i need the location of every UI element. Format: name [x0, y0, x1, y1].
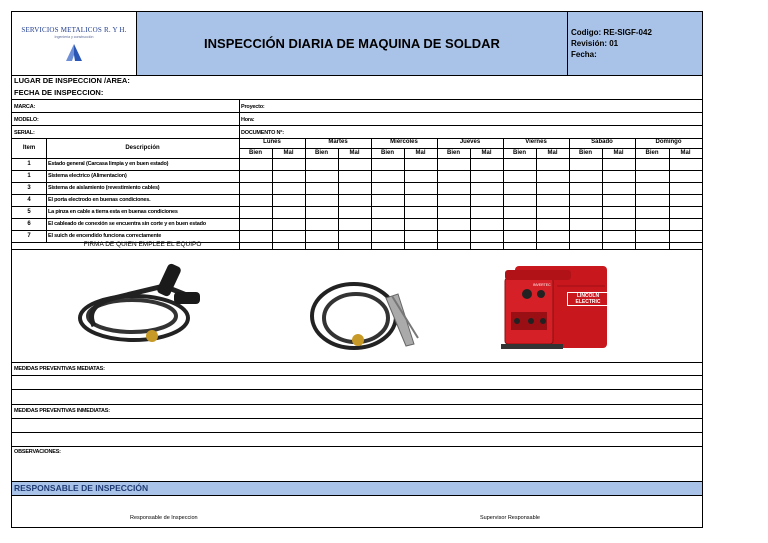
day-wednesday: Miércoles — [390, 139, 418, 145]
serial-label: SERIAL: — [14, 130, 35, 136]
row-item-number: 3 — [27, 185, 31, 191]
bad-header: Mal — [680, 150, 691, 156]
brand-label: MARCA: — [14, 104, 36, 110]
good-header: Bien — [380, 150, 394, 156]
document-revision: Revisión: 01 — [571, 39, 619, 48]
good-header: Bien — [314, 150, 328, 156]
document-code-box — [568, 12, 702, 75]
responsible-section-title: RESPONSABLE DE INSPECCIÓN — [12, 482, 702, 495]
row-item-number: 1 — [27, 173, 31, 179]
ground-clamp-image — [306, 268, 426, 356]
row-item-number: 7 — [27, 233, 31, 239]
logo-mark-icon — [65, 43, 83, 63]
bad-header: Mal — [283, 150, 294, 156]
project-label: Proyecto: — [241, 104, 265, 110]
welding-machine-image — [497, 256, 615, 356]
day-saturday: Sábado — [591, 139, 613, 145]
bad-header: Mal — [481, 150, 492, 156]
row-item-number: 1 — [27, 161, 31, 167]
observations-label: OBSERVACIONES: — [14, 449, 61, 455]
bad-header: Mal — [547, 150, 558, 156]
company-logo — [12, 12, 137, 75]
machine-model-label: INVERTEC — [533, 283, 551, 287]
good-header: Bien — [578, 150, 592, 156]
row-description: Sistema de aislamiento (revestimiento cables) — [48, 185, 160, 191]
electrode-holder-image — [74, 256, 204, 356]
document-date: Fecha: — [571, 50, 597, 59]
signature-supervisor-label: Supervisor Responsable — [480, 515, 540, 521]
row-description: El suich de encendido funciona correctamente — [48, 233, 162, 239]
form-title: INSPECCIÓN DIARIA DE MAQUINA DE SOLDAR — [137, 12, 568, 75]
bad-header: Mal — [349, 150, 360, 156]
inspection-form — [11, 11, 703, 528]
day-sunday: Domingo — [655, 139, 682, 145]
row-item-number: 5 — [27, 209, 31, 215]
good-header: Bien — [512, 150, 526, 156]
form-header — [12, 12, 702, 76]
col-item-header: Item — [22, 145, 36, 151]
document-code: Codigo: RE-SIGF-042 — [571, 28, 652, 37]
row-description: Estado general (Carcasa limpia y en buen estado) — [48, 161, 169, 167]
good-header: Bien — [645, 150, 659, 156]
signature-row-label: FIRMA DE QUIEN EMPLEE EL EQUIPO — [83, 241, 202, 248]
place-label: LUGAR DE INSPECCION /AREA: — [14, 76, 130, 85]
model-label: MODELO: — [14, 117, 39, 123]
row-description: El cableado de conexión se encuentra sin corte y en buen estado — [48, 221, 206, 227]
time-label: Hora: — [241, 117, 255, 123]
immediate-measures-label: MEDIDAS PREVENTIVAS INMEDIATAS: — [14, 408, 110, 414]
row-description: El porta electrodo en buenas condiciones. — [48, 197, 151, 203]
good-header: Bien — [446, 150, 460, 156]
day-tuesday: Martes — [328, 139, 348, 145]
date-label: FECHA DE INSPECCION: — [14, 88, 104, 97]
mediate-measures-label: MEDIDAS PREVENTIVAS MEDIATAS: — [14, 366, 105, 372]
row-item-number: 6 — [27, 221, 31, 227]
document-number-label: DOCUMENTO N°: — [241, 130, 284, 136]
day-thursday: Jueves — [459, 139, 481, 145]
bad-header: Mal — [613, 150, 624, 156]
signature-inspector-label: Responsable de Inspeccion — [130, 515, 198, 521]
row-item-number: 4 — [27, 197, 31, 203]
row-description: La pinza en cable a tierra esta en buenas condiciones — [48, 209, 178, 215]
day-monday: Lunes — [263, 139, 281, 145]
machine-brand-label: LINCOLN ELECTRIC — [567, 292, 609, 306]
day-friday: Viernes — [525, 139, 547, 145]
bad-header: Mal — [415, 150, 426, 156]
good-header: Bien — [248, 150, 262, 156]
company-name: SERVICIOS METALICOS R. Y H. — [21, 26, 127, 34]
col-description-header: Descripción — [125, 145, 160, 151]
row-description: Sistema electrico (Alimentacion) — [48, 173, 127, 179]
company-tagline: Ingeniería y construcción — [54, 35, 94, 39]
